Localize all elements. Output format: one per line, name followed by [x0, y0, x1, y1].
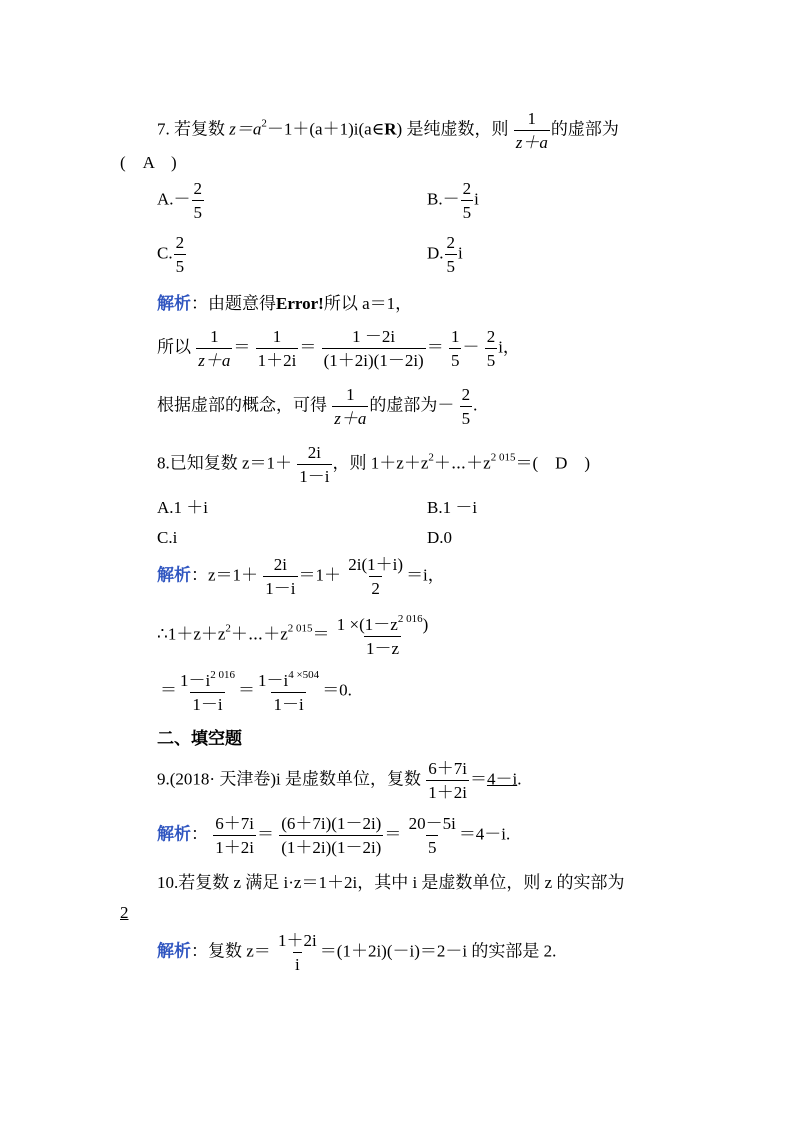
q8-option-d: D.0: [427, 528, 453, 547]
q10-solution: 解析：复数 z＝ $\frac{1+2i}{i}$ ＝(1＋2i)(－i)＝2－i 的实部是 2.: [157, 931, 557, 974]
q7-stem: 7. 若复数 $z=a^2-1+(a+1)i(a\in R)$ 是纯虚数，则 $\frac{1}{z+a}$ 的虚部为: [157, 109, 619, 152]
q8-option-a: A.1 ＋i: [157, 498, 208, 517]
q8-stem: 8.已知复数 z＝1＋ $\frac{2i}{1-i}$ ，则 $1+z+z^2+\cdots+z^{2 015}=$( D ): [157, 443, 591, 486]
q7-option-a: A.－ $\frac{2}{5}$: [157, 179, 203, 222]
q8-solution-line2: $\therefore 1+z+z^2+\cdots+z^{2 015}=$ $\frac{1 \times(1-z^{2 016})}{1-z}$: [157, 613, 429, 658]
q9-stem: 9.(2018· 天津卷)i 是虚数单位，复数 $\frac{6+7i}{1+2i}$ ＝4－i.: [157, 759, 522, 802]
q8-solution-line3: ＝ $\frac{1-i^{2 016}}{1-i}$ ＝ $\frac{1-i^{4 \times 504}}{1-i}$ ＝0.: [160, 669, 352, 714]
q7-solution-line1: 解析：由题意得Error!所以 a＝1，: [157, 294, 413, 313]
q8-option-c: C.i: [157, 528, 178, 547]
q7-option-c: C. $\frac{2}{5}$: [157, 233, 185, 276]
q7-option-d: D. $\frac{2}{5}$ i: [427, 233, 463, 276]
q9-answer: 4－i: [486, 769, 518, 789]
q7-solution-line2: 所以 $\frac{1}{z+a}$ ＝ $\frac{1}{1+2i}$ ＝ $\frac{1 -2i}{(1+2i)(1-2i)}$ ＝ $\frac{1}{5}$ － $\frac{2}{5}$ i，: [157, 327, 520, 370]
q10-answer: 2: [120, 903, 129, 922]
q8-option-b: B.1 －i: [427, 498, 478, 517]
q9-solution: 解析： $\frac{6+7i}{1+2i}$ ＝ $\frac{(6+7i)(1-2i)}{(1+2i)(1-2i)}$ ＝ $\frac{20-5i}{5}$ ＝4－i.: [157, 814, 511, 857]
q7-answer: ( A ): [120, 153, 177, 172]
q7-fraction: $\frac{1}{z+a}$: [515, 109, 548, 152]
q8-solution-line1: 解析：z＝1＋ $\frac{2i}{1-i}$ ＝1＋ $\frac{2i(1+i)}{2}$ ＝i，: [157, 555, 445, 598]
q7-option-b: B.－ $\frac{2}{5}$ i: [427, 179, 479, 222]
section-title: 二、填空题: [157, 729, 242, 748]
q7-solution-line3: 根据虚部的概念，可得 $\frac{1}{z+a}$ 的虚部为－ $\frac{2}{5}$ .: [157, 385, 478, 428]
q10-stem: 10.若复数 z 满足 i·z＝1＋2i，其中 i 是虚数单位，则 z 的实部为: [157, 873, 625, 892]
